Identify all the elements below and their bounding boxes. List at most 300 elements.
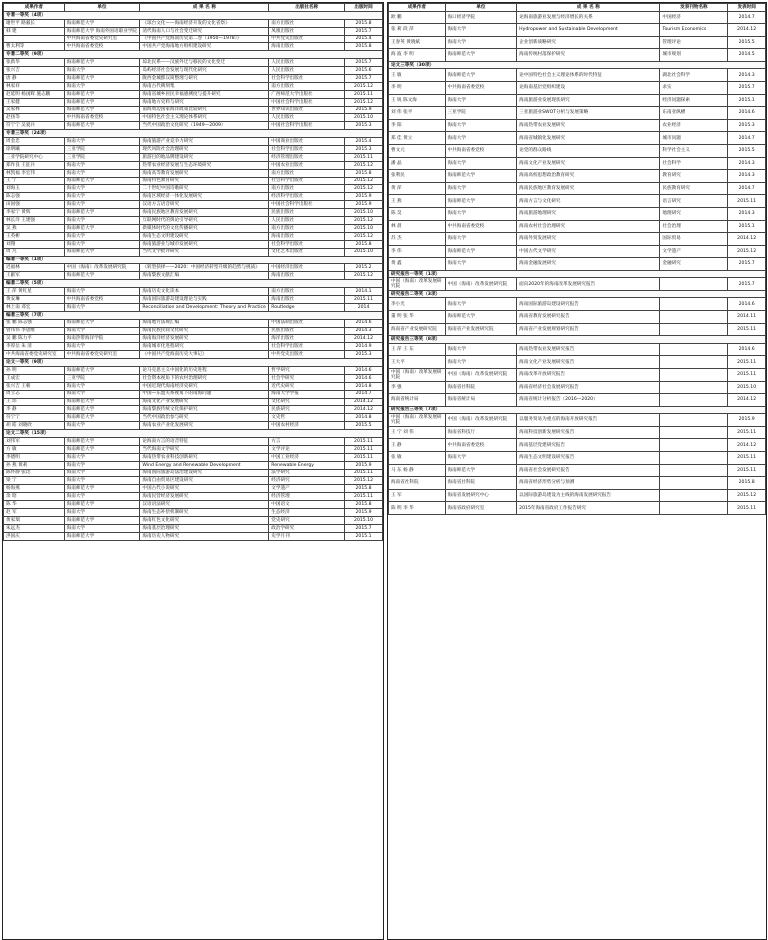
table-row [4,27,383,35]
left-table [3,3,383,541]
cell-author: 周立志 [4,390,65,398]
cell-date: 2015.4 [345,138,383,146]
cell-title: 当代中国政治参与研究 [140,414,269,422]
cell-title: 海南民族民间文化研究 [140,327,269,335]
cell-author: 张 鹏 陈志强 [4,319,65,327]
section-label: 研究报告二等奖（3项） [389,290,766,298]
cell-author: 赵 军 [4,509,65,517]
cell-title: Wind Energy and Renewable Development [140,461,269,469]
cell-date: 2014.11 [728,311,766,324]
table-row [4,264,383,272]
cell-publisher: 海洋出版社 [269,335,345,343]
cell-publisher: 人民出版社 [269,114,345,122]
cell-unit: 三亚学院 [64,374,140,382]
cell-unit: 海南师范大学 [64,445,140,453]
cell-title: 以国际旅游岛建设为主线的海南发展研究报告 [517,489,660,502]
cell-date: 2014.12 [728,24,766,37]
cell-unit: 中共海南省委党校 [445,439,517,452]
cell-date: 2015.7 [345,27,383,35]
cell-date: 2015.5 [728,144,766,157]
cell-date: 2015.8 [345,240,383,248]
cell-publisher: 文化研究 [269,398,345,406]
cell-author: 陈怀静 张迅 [4,469,65,477]
cell-date: 2015.5 [728,36,766,49]
cell-date: 2015.12 [345,177,383,185]
cell-publisher: 东南亚纵横 [660,107,728,120]
cell-date: 2014.3 [728,157,766,170]
cell-date: 2015.7 [345,59,383,67]
cell-publisher: 经济科学出版社 [269,193,345,201]
table-row [4,390,383,398]
cell-unit: 海南大学 [64,288,140,296]
table-row [389,119,766,132]
cell-date: 2014.6 [345,374,383,382]
cell-author: 徐明曦 [4,146,65,154]
table-row [4,82,383,90]
cell-date: 2014.7 [345,390,383,398]
cell-date: 2015.5 [345,422,383,430]
cell-date: 2015.8 [345,19,383,27]
left-table-body [4,4,383,541]
section-label: 编著三等奖（7项） [4,311,383,319]
cell-date: 2015.12 [345,82,383,90]
cell-title: 海南农业产业化发展研究 [140,422,269,430]
table-row [4,209,383,217]
cell-author: 王成宏 [4,374,65,382]
cell-author: 曹文元 [389,144,446,157]
cell-author: 刘 伟 张平 [389,107,446,120]
cell-unit: 海南大学 [64,453,140,461]
cell-author: 赵延明 杨国辉 施志鹏 [4,90,65,98]
cell-author: 吴 鹏 陈力平 [4,335,65,343]
cell-title: 海南生态文明建设研究 [140,232,269,240]
section-label: 编著一等奖（1项） [4,256,383,264]
table-row [4,501,383,509]
cell-unit: 中共海南省委党校 [445,144,517,157]
cell-unit: 海南师范大学 [445,311,517,324]
cell-author: 符宁宁 [4,414,65,422]
table-row [4,248,383,256]
cell-publisher: 经济问题探索 [660,94,728,107]
cell-title: 中国特色社会主义理论体系研究 [140,114,269,122]
cell-publisher: 地理研究 [660,207,728,220]
cell-title: 论马克思主义中国化的历史进程 [140,366,269,374]
cell-date: 2015.12 [345,185,383,193]
table-row [389,452,766,465]
cell-author: 王 军 [389,489,446,502]
cell-date: 2015.12 [345,217,383,225]
cell-author: 林 晨 [389,220,446,233]
cell-date: 2015.2 [345,264,383,272]
cell-unit: 海南师范大学 [64,98,140,106]
table-row [4,272,383,280]
cell-date: 2015.10 [728,381,766,394]
table-row [4,445,383,453]
cell-date: 2014.12 [345,406,383,414]
header-date: 发表时间 [728,4,766,12]
cell-unit: 海南师范大学 [64,532,140,540]
table-row [389,489,766,502]
table-row [4,75,383,83]
cell-unit: 海南大学 [445,207,517,220]
cell-unit: 海南大学 [64,67,140,75]
cell-author: 张新华 [4,59,65,67]
cell-publisher: 南方出版社 [269,224,345,232]
cell-title: 海南省经济形势分析与预测 [517,477,660,490]
cell-title: 海南国际旅游岛法治建设研究 [140,469,269,477]
cell-title: 海南高等教育发展研究 [140,169,269,177]
table-row [389,170,766,183]
cell-date: 2015.9 [345,106,383,114]
cell-date: 2015.6 [345,67,383,75]
cell-title: 论海南方言的语音特征 [140,437,269,445]
cell-unit: 海南大学 [64,193,140,201]
section-header-row [4,430,383,438]
table-row [389,394,766,407]
cell-publisher: 人民出版社 [269,59,345,67]
table-row [4,414,383,422]
cell-date: 2015.12 [345,272,383,280]
cell-unit: 海南师范大学 海南外国语职业学院 [64,27,140,35]
cell-author: 田国强 [4,201,65,209]
cell-publisher [660,489,728,502]
cell-author: 孙 燕 黄莉 [4,461,65,469]
table-row [389,81,766,94]
cell-unit: 海南师范大学 [64,437,140,445]
header-author: 成果作者 [4,4,65,12]
cell-publisher [660,368,728,381]
cell-unit: 海南师范大学 [445,464,517,477]
cell-date: 2015.8 [345,501,383,509]
cell-author: 李 阳 [389,119,446,132]
cell-unit: 三亚学院 [445,107,517,120]
cell-date: 2014.9 [345,343,383,351]
section-label: 专著二等奖（9项） [4,51,383,59]
cell-publisher: 国际贸易 [660,233,728,246]
cell-title: 海南历史人物研究 [140,532,269,540]
cell-unit: 海南大学 [64,169,140,177]
cell-title: 海南旅游地理研究 [517,207,660,220]
cell-author: 刘翔 [4,240,65,248]
cell-unit: 海南大学 [64,185,140,193]
cell-title: 2015年海南省政府工作报告研究 [517,502,660,515]
cell-date: 2015.9 [345,201,383,209]
cell-publisher [660,464,728,477]
cell-unit: 海南大学 [445,94,517,107]
cell-unit: 海南大学 [445,24,517,37]
cell-author: 海南省社科院 [389,477,446,490]
cell-publisher: 凤凰出版社 [269,27,345,35]
cell-unit: 海南大学 [64,82,140,90]
table-row [389,477,766,490]
cell-title: 海南省产业发展规划研究报告 [517,323,660,336]
cell-author: 海南省产业发展研究院 [389,323,446,336]
table-row [389,207,766,220]
cell-date: 2015.12 [728,489,766,502]
cell-date: 2015.11 [345,437,383,445]
cell-date: 2015.3 [345,351,383,359]
table-row [389,245,766,258]
cell-unit: 海南师范大学 [64,414,140,422]
cell-title: 中国共产党海南地方组织建设研究 [140,43,269,51]
cell-publisher: 海南大学学报 [269,390,345,398]
table-header-row [4,4,383,12]
cell-date: 2015.11 [728,323,766,336]
cell-publisher: 社会科学出版社 [269,240,345,248]
cell-unit: 海南大学 [445,157,517,170]
table-row [4,153,383,161]
cell-unit: 中国（海南）改革发展研究院 [445,414,517,427]
cell-author: 郑 佳 黄立 [389,132,446,145]
cell-title: 互联网时代的舆论引导研究 [140,217,269,225]
table-row [4,146,383,154]
table-row [389,311,766,324]
cell-unit: 海南大学 [64,382,140,390]
cell-publisher: 金融研究 [660,258,728,271]
section-header-row [389,290,766,298]
cell-author: 王家健 [4,98,65,106]
cell-date: 2015.4 [345,35,383,43]
cell-unit: 海南师范大学 [64,90,140,98]
cell-title: Hydropower and Sustainable Development [517,24,660,37]
cell-publisher: 海南出版社 [269,232,345,240]
cell-author: 张兴吉 [4,67,65,75]
cell-publisher [660,343,728,356]
cell-publisher: 党史研究 [269,516,345,524]
cell-date: 2015.7 [345,75,383,83]
table-row [4,106,383,114]
cell-date: 2014.7 [728,182,766,195]
table-row [4,122,383,130]
cell-unit: 海南师范大学 [64,177,140,185]
cell-unit: 海南师范大学 [64,106,140,114]
cell-author: 吴家桦 [4,106,65,114]
cell-unit: 海南大学 [445,298,517,311]
cell-publisher: 经济管理 [269,493,345,501]
cell-unit: 海南省政府研究室 [445,502,517,515]
table-row [4,185,383,193]
cell-publisher: 文学遗产 [660,245,728,258]
cell-unit: 海南师范大学 [64,406,140,414]
cell-publisher: 人民出版社 [269,217,345,225]
cell-date: 2015.11 [345,90,383,98]
cell-title: 中国古代小说研究 [140,485,269,493]
cell-unit: 海南热带海洋学院 [64,335,140,343]
table-row [389,414,766,427]
cell-date: 2014.8 [345,414,383,422]
table-row [389,381,766,394]
cell-title: 海南红色文化研究 [140,516,269,524]
cell-unit: 海南师范大学 [64,501,140,509]
cell-date: 2015.8 [345,169,383,177]
cell-title: 中国近现代海南经济史研究 [140,382,269,390]
cell-publisher [660,278,728,291]
cell-publisher: 经济研究 [269,477,345,485]
section-header-row [4,280,383,288]
table-row [389,323,766,336]
table-row [4,335,383,343]
cell-date: 2014.6 [728,107,766,120]
table-row [4,138,383,146]
cell-date: 2014.12 [345,398,383,406]
cell-unit: 中共海南省委党史研究室 [64,35,140,43]
cell-unit: 海南师范大学 [64,122,140,130]
cell-title: 海南改革开放研究报告 [517,368,660,381]
table-row [4,469,383,477]
cell-publisher: 科学社会主义 [660,144,728,157]
cell-title: 海南基层治理研究 [140,524,269,532]
cell-author: 林家祥 [4,82,65,90]
cell-author: 潘 晶 [389,157,446,170]
cell-title: 海南科技创新发展研究报告 [517,426,660,439]
cell-title: 海南热带农业发展研究 [517,119,660,132]
cell-title: 海南高校思想政治教育研究 [517,170,660,183]
table-row [4,461,383,469]
cell-publisher: 管理评论 [660,36,728,49]
header-title: 成 果 名 称 [140,4,269,12]
header-unit: 单位 [445,4,517,12]
cell-unit: 海南大学 [445,119,517,132]
cell-date: 2015.3 [728,119,766,132]
table-row [389,439,766,452]
cell-unit: 海南师范大学 [445,195,517,208]
cell-author: 李德明 [4,453,65,461]
cell-publisher: Renewable Energy [269,461,345,469]
cell-date: 2015.11 [345,445,383,453]
cell-date: 2015.7 [728,258,766,271]
cell-author: 曾伟伟 李思维 [4,327,65,335]
table-row [4,35,383,43]
cell-publisher: 社会科学出版社 [269,343,345,351]
cell-unit: 海南省统计局 [445,394,517,407]
cell-unit: 海南省社科院 [445,477,517,490]
cell-author: 王英彬 [4,232,65,240]
cell-publisher: 海南出版社 [269,295,345,303]
cell-date: 2014.12 [728,233,766,246]
cell-publisher: 社会治理 [660,220,728,233]
table-row [4,232,383,240]
cell-publisher [660,323,728,336]
cell-author: 林凯福 李宏伟 [4,169,65,177]
cell-title: 岛屿经济社会发展与现代化研究 [140,67,269,75]
cell-date: 2015.8 [345,43,383,51]
cell-author: 王 静 [389,439,446,452]
cell-unit: 海南师范大学 [445,69,517,82]
cell-title: 海南省教育发展研究报告 [517,311,660,324]
table-row [389,502,766,515]
section-label: 研究报告三等奖（8项） [389,336,766,344]
cell-author: 张 敏 [389,452,446,465]
cell-publisher: 社会科学 [660,157,728,170]
cell-publisher: 南方出版社 [269,185,345,193]
table-row [389,49,766,62]
cell-unit: 海南省产业发展研究院 [445,323,517,336]
cell-date: 2015.1 [728,220,766,233]
cell-date: 2015.10 [345,209,383,217]
cell-publisher: 近代史研究 [269,382,345,390]
cell-unit: 海南大学 [64,422,140,430]
cell-publisher: 民族出版社 [269,327,345,335]
cell-publisher: 社会学研究 [269,374,345,382]
cell-unit: 海南大学 [445,233,517,246]
cell-author: 孙 明 [4,366,65,374]
cell-date: 2015.12 [345,232,383,240]
cell-publisher: 方言 [269,437,345,445]
cell-publisher: 湖北社会科学 [660,69,728,82]
cell-title: 海南旅游产业竞争力研究 [140,138,269,146]
cell-date: 2014.8 [345,382,383,390]
cell-publisher: 城市规划 [660,49,728,62]
cell-title: 海南文化产业发展研究 [517,157,660,170]
cell-unit: 海南大学 [64,217,140,225]
cell-unit: 海口经济学院 [445,11,517,24]
table-row [389,464,766,477]
cell-unit: 三亚学院 [64,153,140,161]
header-publisher: 发表刊物名称 [660,4,728,12]
cell-publisher: 农业经济 [660,119,728,132]
cell-title: 《琼台文化——海南经济开发的文化省察》 [140,19,269,27]
cell-date: 2015.12 [345,98,383,106]
cell-date: 2014.12 [345,335,383,343]
table-row [4,114,383,122]
cell-unit: 海南师范大学 [64,366,140,374]
cell-author: 张兴吉 王朝 [4,382,65,390]
cell-publisher: 南方出版社 [269,82,345,90]
cell-author: 胡 皓 刘晓欣 [4,422,65,430]
cell-title: 海南文化产业发展研究报告 [517,356,660,369]
table-row [4,366,383,374]
cell-title: 汉语方言语音研究 [140,201,269,209]
cell-title: 海南区域经济一体化发展研究 [140,193,269,201]
cell-publisher: 中国商业出版社 [269,138,345,146]
cell-title: 海南地方法规汇编 [140,319,269,327]
cell-title: 海南自由贸易区建设研究 [140,477,269,485]
cell-author: 李 强 [389,381,446,394]
table-row [4,19,383,27]
cell-title: 汉语语法研究 [140,501,269,509]
cell-date: 2015.7 [728,81,766,94]
cell-author: 欧 鹏 [389,11,446,24]
cell-title: 海南旅游业与城市发展研究 [140,240,269,248]
cell-unit: 海南师范大学 [64,272,140,280]
cell-title: 陇西金城郡汉简整理与研究 [140,75,269,83]
cell-author: 马 东 杨 静 [389,464,446,477]
cell-date: 2014 [345,303,383,311]
cell-title: 海南历史文化读本 [140,288,269,296]
cell-author: 王 敏 [389,69,446,82]
cell-author: 三亚学院研究中心 [4,153,65,161]
section-header-row [389,406,766,414]
cell-unit: 海南大学 [64,477,140,485]
cell-author: 谢世平 路毅长 [4,19,65,27]
header-date: 出版时间 [345,4,383,12]
section-label: 研究报告三等奖（7项） [389,406,766,414]
cell-date: 2015.9 [345,461,383,469]
cell-author: 王春英 黄晓斌 [389,36,446,49]
cell-author: 海南省统计局 [389,394,446,407]
cell-title: 论中国特色社会主义理论体系的时代特征 [517,69,660,82]
cell-title: 中国古代文学研究 [517,245,660,258]
cell-publisher: 中国法制出版社 [269,319,345,327]
cell-title: 中国—东盟关系视角下的南海问题 [140,390,269,398]
cell-date: 2015.11 [345,469,383,477]
table-header-row [389,4,766,12]
cell-author: 周 凡 [4,248,65,256]
cell-unit: 海南师范大学 [445,245,517,258]
right-table-body [389,4,766,515]
cell-unit: 海南大学 [64,469,140,477]
cell-date: 2015.11 [345,295,383,303]
